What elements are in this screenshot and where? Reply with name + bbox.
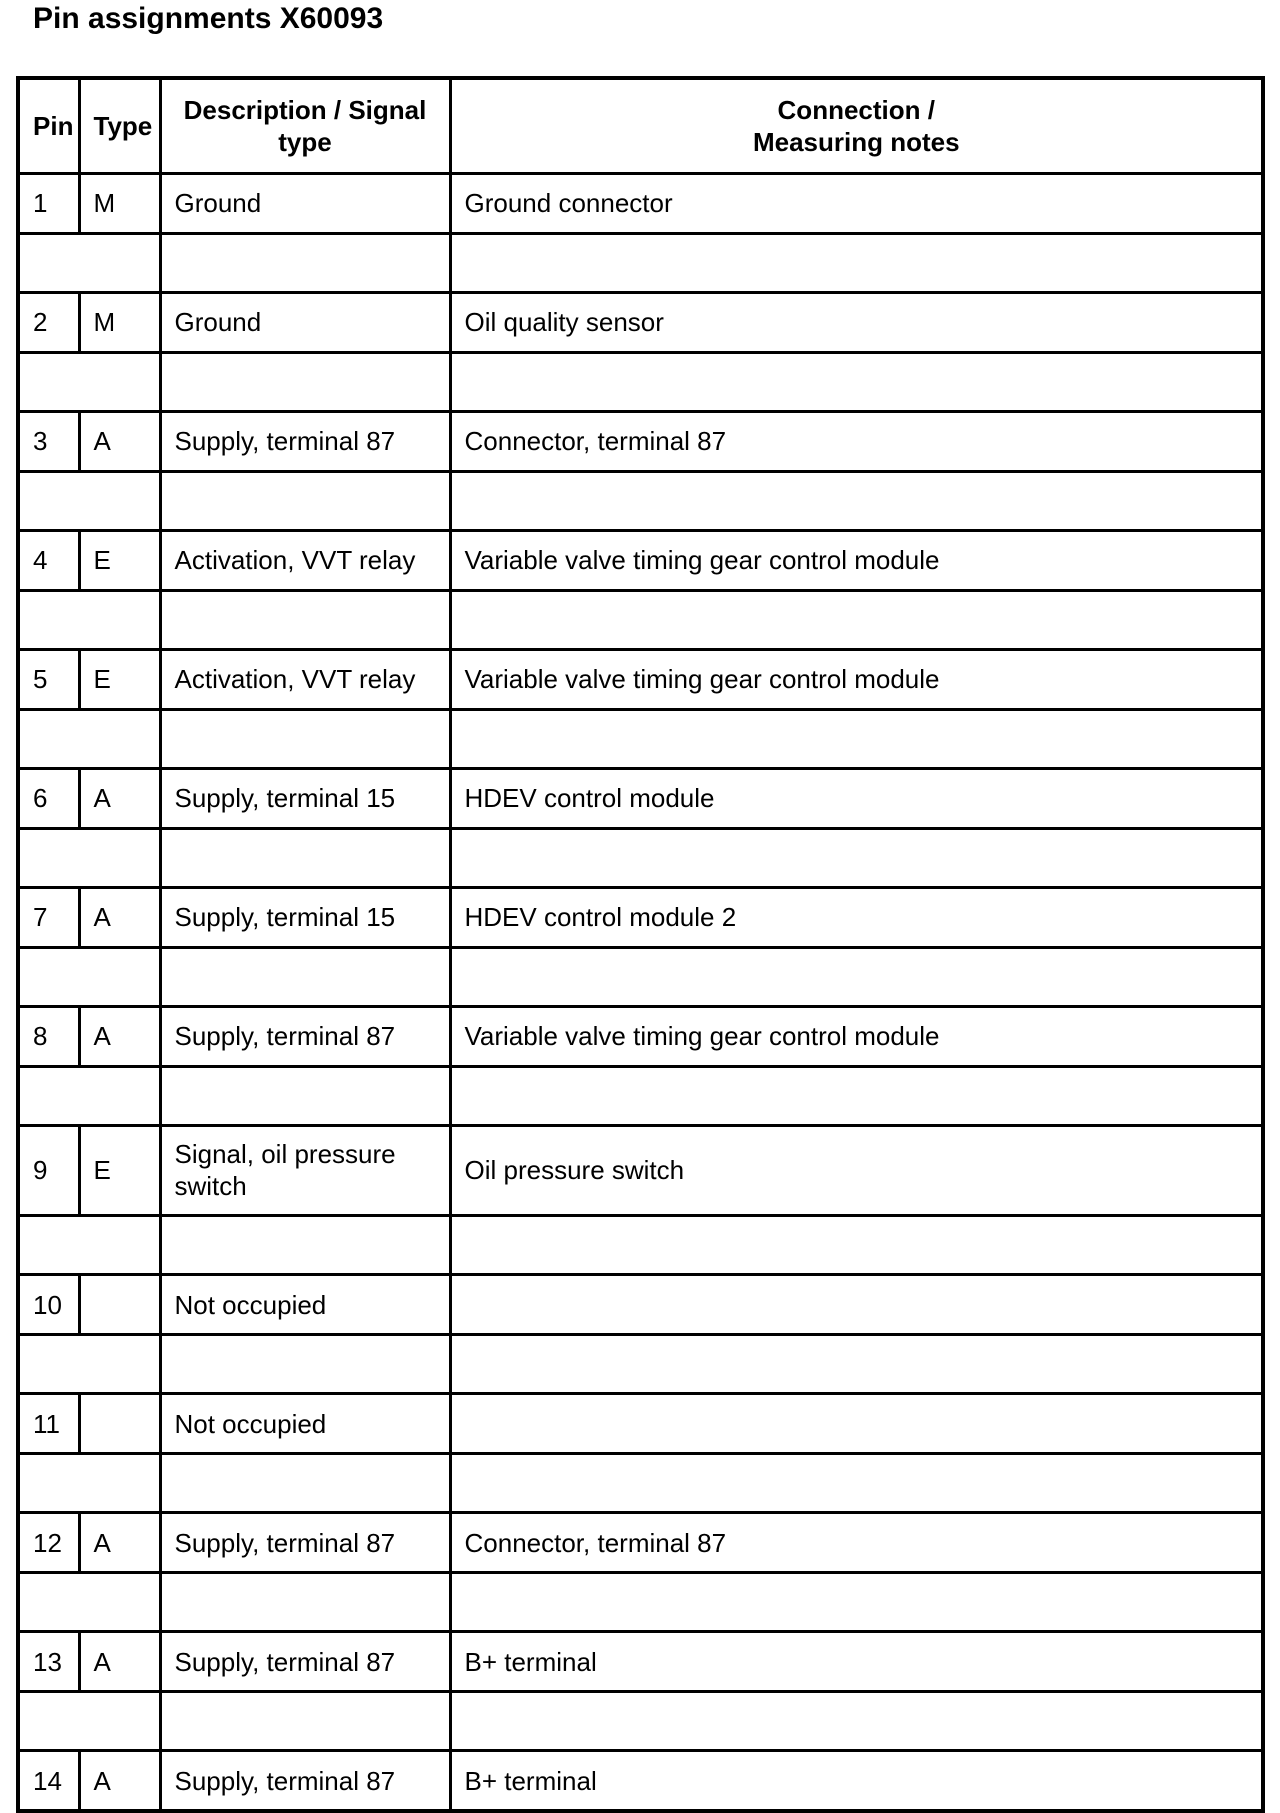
spacer-cell xyxy=(160,352,450,412)
table-row xyxy=(18,1394,1263,1454)
table-row xyxy=(18,769,1263,829)
header-description-line2: type xyxy=(278,127,332,157)
spacer-cell xyxy=(160,1691,450,1751)
description-cell: Supply, terminal 87 xyxy=(160,1007,450,1067)
spacer-cell xyxy=(18,1066,160,1126)
table-row xyxy=(18,293,1263,353)
spacer-cell xyxy=(450,709,1263,769)
pin-cell: 3 xyxy=(18,412,79,472)
header-description xyxy=(160,78,450,174)
spacer-cell xyxy=(18,709,160,769)
description-line2: switch xyxy=(174,1171,247,1202)
type-cell xyxy=(79,1394,160,1454)
spacer-row xyxy=(18,1691,1263,1751)
pin-cell: 14 xyxy=(18,1751,79,1811)
spacer-cell xyxy=(160,1572,450,1632)
spacer-cell xyxy=(450,828,1263,888)
spacer-cell xyxy=(18,352,160,412)
pin-cell: 13 xyxy=(18,1632,79,1692)
type-cell: A xyxy=(79,1632,160,1692)
spacer-cell xyxy=(450,1334,1263,1394)
spacer-cell xyxy=(18,1215,160,1275)
pin-cell: 4 xyxy=(18,531,79,591)
pin-cell: 8 xyxy=(18,1007,79,1067)
pin-cell: 9 xyxy=(18,1126,79,1216)
table-row xyxy=(18,531,1263,591)
type-cell: M xyxy=(79,293,160,353)
table-row xyxy=(18,1126,1263,1216)
header-connection-line2: Measuring notes xyxy=(752,127,960,157)
spacer-cell xyxy=(450,1691,1263,1751)
table-row xyxy=(18,1632,1263,1692)
pin-cell: 7 xyxy=(18,888,79,948)
spacer-cell xyxy=(18,1334,160,1394)
pin-cell: 2 xyxy=(18,293,79,353)
spacer-cell xyxy=(160,590,450,650)
type-cell: A xyxy=(79,1751,160,1811)
spacer-cell xyxy=(18,1691,160,1751)
spacer-cell xyxy=(160,709,450,769)
connection-cell: Variable valve timing gear control module xyxy=(450,650,1263,710)
type-cell xyxy=(79,1275,160,1335)
spacer-cell xyxy=(160,1334,450,1394)
pin-assignment-table xyxy=(16,76,1265,1813)
connection-cell: Variable valve timing gear control module xyxy=(450,1007,1263,1067)
type-cell: A xyxy=(79,412,160,472)
spacer-row xyxy=(18,1215,1263,1275)
connection-cell: HDEV control module 2 xyxy=(450,888,1263,948)
type-cell: M xyxy=(79,174,160,234)
spacer-row xyxy=(18,1453,1263,1513)
spacer-cell xyxy=(160,947,450,1007)
type-cell: E xyxy=(79,531,160,591)
spacer-cell xyxy=(450,1572,1263,1632)
spacer-cell xyxy=(160,1453,450,1513)
spacer-cell xyxy=(160,1215,450,1275)
spacer-cell xyxy=(18,1572,160,1632)
spacer-cell xyxy=(18,828,160,888)
table-row xyxy=(18,1275,1263,1335)
spacer-cell xyxy=(450,1215,1263,1275)
spacer-cell xyxy=(160,471,450,531)
spacer-cell xyxy=(450,233,1263,293)
connection-cell: Oil quality sensor xyxy=(450,293,1263,353)
connection-cell: B+ terminal xyxy=(450,1632,1263,1692)
description-cell: Supply, terminal 87 xyxy=(160,1751,450,1811)
spacer-cell xyxy=(450,1066,1263,1126)
table-row xyxy=(18,1751,1263,1811)
pin-cell: 11 xyxy=(18,1394,79,1454)
page-title: Pin assignments X60093 xyxy=(33,2,384,35)
type-cell: A xyxy=(79,769,160,829)
connection-cell: B+ terminal xyxy=(450,1751,1263,1811)
description-cell: Activation, VVT relay xyxy=(160,650,450,710)
description-cell xyxy=(160,1126,450,1216)
spacer-row xyxy=(18,590,1263,650)
header-pin: Pin xyxy=(18,78,79,174)
description-cell: Supply, terminal 15 xyxy=(160,769,450,829)
spacer-cell xyxy=(18,590,160,650)
table-row xyxy=(18,174,1263,234)
description-cell: Supply, terminal 87 xyxy=(160,412,450,472)
spacer-row xyxy=(18,233,1263,293)
connection-cell xyxy=(450,1394,1263,1454)
description-cell: Activation, VVT relay xyxy=(160,531,450,591)
header-connection xyxy=(450,78,1263,174)
table-row xyxy=(18,888,1263,948)
pin-cell: 12 xyxy=(18,1513,79,1573)
type-cell: A xyxy=(79,1007,160,1067)
connection-cell: Connector, terminal 87 xyxy=(450,412,1263,472)
connection-cell: Ground connector xyxy=(450,174,1263,234)
spacer-row xyxy=(18,352,1263,412)
pin-cell: 10 xyxy=(18,1275,79,1335)
spacer-row xyxy=(18,471,1263,531)
table-row xyxy=(18,412,1263,472)
spacer-cell xyxy=(450,471,1263,531)
spacer-cell xyxy=(160,828,450,888)
type-cell: A xyxy=(79,1513,160,1573)
table-row xyxy=(18,1007,1263,1067)
pin-cell: 5 xyxy=(18,650,79,710)
table-row xyxy=(18,650,1263,710)
pin-cell: 1 xyxy=(18,174,79,234)
header-type: Type xyxy=(79,78,160,174)
type-cell: E xyxy=(79,650,160,710)
connection-cell xyxy=(450,1275,1263,1335)
description-line1: Signal, oil pressure xyxy=(174,1139,396,1170)
connection-cell: Connector, terminal 87 xyxy=(450,1513,1263,1573)
spacer-cell xyxy=(160,233,450,293)
spacer-row xyxy=(18,709,1263,769)
type-cell: E xyxy=(79,1126,160,1216)
spacer-row xyxy=(18,1066,1263,1126)
description-cell: Supply, terminal 87 xyxy=(160,1632,450,1692)
connection-cell: HDEV control module xyxy=(450,769,1263,829)
type-cell: A xyxy=(79,888,160,948)
table-header-row xyxy=(18,78,1263,174)
spacer-cell xyxy=(450,947,1263,1007)
spacer-cell xyxy=(450,352,1263,412)
spacer-row xyxy=(18,1572,1263,1632)
header-description-line1: Description / Signal xyxy=(183,95,427,125)
description-cell: Ground xyxy=(160,293,450,353)
spacer-cell xyxy=(18,1453,160,1513)
spacer-cell xyxy=(18,471,160,531)
table-row xyxy=(18,1513,1263,1573)
description-cell: Not occupied xyxy=(160,1394,450,1454)
spacer-cell xyxy=(160,1066,450,1126)
header-connection-line1: Connection / xyxy=(777,95,935,125)
connection-cell: Variable valve timing gear control module xyxy=(450,531,1263,591)
pin-cell: 6 xyxy=(18,769,79,829)
spacer-cell xyxy=(18,233,160,293)
spacer-row xyxy=(18,828,1263,888)
spacer-cell xyxy=(450,590,1263,650)
spacer-cell xyxy=(18,947,160,1007)
spacer-row xyxy=(18,1334,1263,1394)
spacer-cell xyxy=(450,1453,1263,1513)
description-cell: Not occupied xyxy=(160,1275,450,1335)
connection-cell: Oil pressure switch xyxy=(450,1126,1263,1216)
description-cell: Supply, terminal 87 xyxy=(160,1513,450,1573)
description-cell: Ground xyxy=(160,174,450,234)
description-cell: Supply, terminal 15 xyxy=(160,888,450,948)
spacer-row xyxy=(18,947,1263,1007)
